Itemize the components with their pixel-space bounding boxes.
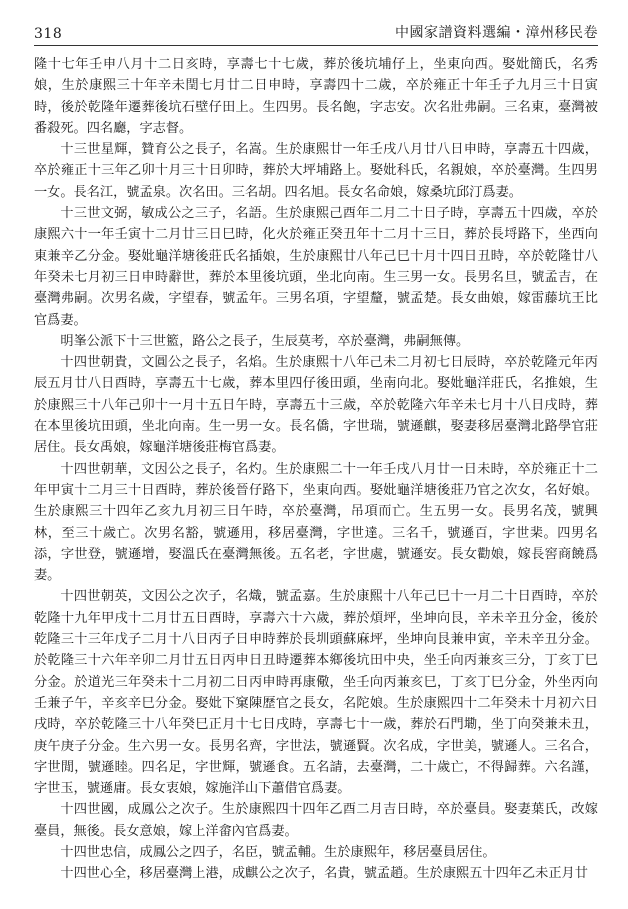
paragraph-zhongxin: 十四世忠信，成鳳公之四子，名臣，號孟輔。生於康熙年，移居臺員居住。: [60, 844, 496, 860]
running-title: 中國家譜資料選編・漳州移民卷: [395, 25, 598, 41]
paragraph-chaoying: 十四世朝英，文因公之次子，名熾，號孟嘉。生於康熙十八年己巳十一月二十日酉時，卒於乾隆十九年甲戌十二月廿五日酉時，享壽六十六歲，葬於煩坪，坐坤向艮，辛未辛丑分金，後於乾隆三十三年戊子二月十八日丙子日申時葬於長圳頭蘇麻坪，坐坤向艮兼申寅，辛未辛丑分金。於乾隆三十六年辛卯二月廿五日丙申日丑時遷葬本鄉後坑田中央，坐壬向丙兼亥三分，丁亥丁巳分金。於道光三年癸未十二月初二日丙申時再康儆，坐壬向丙兼亥巳，丁亥丁巳分金，外坐丙向壬兼子午，辛亥辛巳分金。娶妣下窠陳歷官之長女，名陀娘。生於康熙四十二年癸未十月初六日戌時，卒於乾隆三十八年癸巳正月十七日戌時，享壽七十一歲，葬於石門墈，坐丁向癸兼未丑，庚午庚子分金。生六男一女。長男名齊，字世法，號遜賢。次名成，字世美，號遜人。三名合，字世閒，號遜睦。四名足，字世輝，號遜食。五名請，去臺灣，二十歲亡，不得歸葬。六名謹，字世玉，號遜庸。長女衷娘，嫁施洋山下蕭借官爲妻。: [34, 589, 598, 797]
paragraph-xinquan: 十四世心全，移居臺灣上港，成麒公之次子，名貴，號孟趙。生於康熙五十四年乙未正月廿: [60, 866, 588, 882]
page-number: 318: [34, 26, 63, 42]
paragraph-continuation: 隆十七年壬申八月十二日亥時，享壽七十七歲，葬於後坑埔仔上，坐東向西。娶妣簡氏，名秀娘，生於康熙三十年辛未閏七月廿二日申時，享壽四十二歲，卒於雍正十年壬子九月三十日寅時，後於乾隆年遷葬後坑石壁仔田上。生四男。長名飽，字志安。次名壯弗嗣。三名東，臺灣被番殺死。四名廳，字志督。: [34, 57, 598, 136]
paragraph-mingfeng-lan: 明峯公派下十三世籃，路公之長子，生辰莫考，卒於臺灣，弗嗣無傳。: [60, 333, 470, 349]
paragraph-guo: 十四世國，成鳳公之次子。生於康熙四十四年乙酉二月吉日時，卒於臺員。娶妻葉氏，改嫁臺員，無後。長女意娘，嫁上洋畲內官爲妻。: [34, 802, 598, 839]
page-header: [34, 20, 598, 46]
paragraph-xingghui: 十三世星輝，贊育公之長子，名嵩。生於康熙廿一年壬戌八月廿八日申時，享壽五十四歲，卒於雍正十三年乙卯十月三十日卯時，葬於大坪埔路上。娶妣科氏，名親娘，卒於臺灣。生四男一女。長名江，號孟泉。次名田。三名胡。四名旭。長女名命娘，嫁桑坑邱汀爲妻。: [34, 142, 598, 200]
paragraph-wenbi: 十三世文弼，敏成公之三子，名語。生於康熙己酉年二月二十日子時，享壽五十四歲，卒於康熙六十一年壬寅十二月廿三日巳時，化火於雍正癸丑年十二月十三日，葬於長埒路下，坐西向東兼辛乙分金。娶妣龜洋塘後莊氏名插娘，生於康熙廿八年己巳十月十四日丑時，卒於乾隆廿八年癸未七月初三日申時辭世，葬於本里後坑頭，坐北向南。生三男一女。長男名旦，號孟吉，在臺灣弗嗣。次男名歲，字望春，號孟年。三男名項，字望釐，號孟楚。長女曲娘，嫁雷藤坑王比官爲妻。: [34, 206, 598, 328]
paragraph-chaogui: 十四世朝貴，文圓公之長子，名焰。生於康熙十八年己未二月初七日辰時，卒於乾隆元年丙辰五月廿八日酉時，享壽五十七歲，葬本里四仔後田頭，坐南向北。娶妣龜洋莊氏，名推娘，生於康熙三十八年己卯十一月十五日午時，享壽五十三歲，卒於乾隆六年辛未七月十八日戌時，葬在本里後坑田頭，坐北向南。生一男一女。長名僑，字世瑞，號遜麒，娶妻移居臺灣北路學官莊居住。長女禹娘，嫁龜洋塘後莊梅官爲妻。: [34, 355, 598, 456]
paragraph-chaohua: 十四世朝華，文因公之長子，名灼。生於康熙二十一年壬戌八月廿一日未時，卒於雍正十二年甲寅十二月三十日酉時，葬於後晉仔路下，坐東向西。娶妣龜洋塘後莊乃官之次女，名好娘。生於康熙三十四年乙亥九月初三日午時，卒於臺灣，吊項而亡。生五男一女。長男名茂，號興林，至三十歲亡。次男名豁，號遜用，移居臺灣，字世達。三名千，號遜百，字世棐。四男名添，字世登，號遜增，娶溫氏在臺灣無後。五名老，字世處，號遜安。長女勸娘，嫁長窖商饒爲妻。: [34, 461, 598, 584]
page-body: [34, 54, 598, 901]
